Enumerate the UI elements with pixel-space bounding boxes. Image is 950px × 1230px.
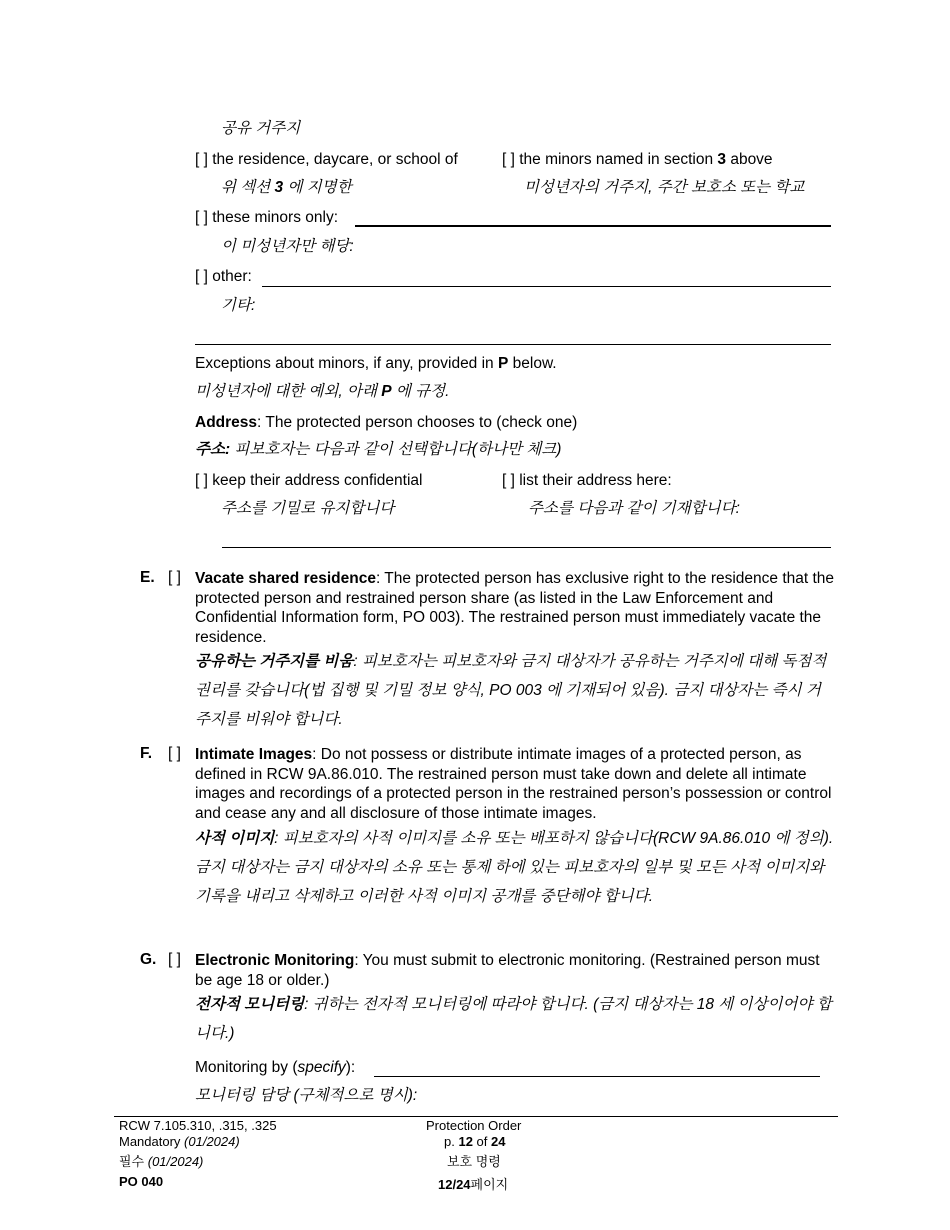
section-g-checkbox[interactable]: [ ] bbox=[168, 951, 181, 968]
footer-form-number: PO 040 bbox=[119, 1174, 164, 1189]
footer-title-ko: 보호 명령 bbox=[447, 1154, 501, 1169]
option-these-minors-ko: 이 미성년자만 해당: bbox=[221, 238, 354, 255]
footer-page-ko: 12/24페이지 bbox=[438, 1177, 509, 1192]
monitoring-by-ko: 모니터링 담당 (구체적으로 명시): bbox=[195, 1087, 418, 1104]
section-f-text-ko: 사적 이미지: 피보호자의 사적 이미지를 소유 또는 배포하지 않습니다(RCW 9A.86.010 에 정의). 금지 대상자는 금지 대상자의 소유 또는 통제 하에 있는 피보호자의 일부 및 모든 사적 이미지와 기록을 내리고 삭제하고 이러한 사적 이미지 공개를 중단해야 합니다. bbox=[195, 830, 834, 905]
footer-rcw: RCW 7.105.310, .315, .325 bbox=[119, 1118, 277, 1133]
option-other-checkbox[interactable] bbox=[195, 268, 252, 286]
section-e-text: Vacate shared residence: The protected person has exclusive right to the residence that the protected person and restrained person share (as listed in the Law Enforcement and Confidential Information form, PO 003). The restrained person must immediately vacate the residence. bbox=[195, 570, 835, 646]
option-other-ko: 기타: bbox=[221, 297, 256, 314]
address-heading-ko: 주소: 피보호자는 다음과 같이 선택합니다(하나만 체크) bbox=[195, 441, 562, 458]
other-fill-line[interactable] bbox=[262, 286, 831, 287]
monitoring-by-label: Monitoring by (specify): bbox=[195, 1059, 356, 1076]
footer-mandatory-ko: 필수 (01/2024) bbox=[119, 1154, 204, 1169]
section-g-text: Electronic Monitoring: You must submit to electronic monitoring. (Restrained person must be age 18 or older.) bbox=[195, 952, 820, 989]
section-e-letter: E. bbox=[140, 569, 155, 586]
section-f-text: Intimate Images: Do not possess or distribute intimate images of a protected person, as defined in RCW 9A.86.010. The restrained person must take down and delete all intimate images and recordings of a protected person in the restrained person’s possession or control and cease any and all disclosure of those intimate images. bbox=[195, 746, 832, 822]
footer-title: Protection Order bbox=[426, 1118, 522, 1133]
address-fill-line[interactable] bbox=[222, 547, 831, 548]
option-these-minors-label: [ ] these minors only: bbox=[195, 209, 339, 226]
shared-residence-ko: 공유 거주지 bbox=[221, 120, 301, 137]
address-confidential-checkbox[interactable]: [ ] keep their address confidential bbox=[195, 472, 423, 489]
footer-page: p. 12 of 24 bbox=[444, 1134, 506, 1149]
option-residence-of-checkbox[interactable] bbox=[195, 151, 458, 169]
option-minors-named-ko: 미성년자의 거주지, 주간 보호소 또는 학교 bbox=[524, 179, 805, 196]
option-residence-of-ko: 위 섹션 3 에 지명한 bbox=[221, 179, 352, 196]
address-confidential-ko: 주소를 기밀로 유지합니다 bbox=[221, 500, 395, 517]
section-g-letter: G. bbox=[140, 951, 157, 968]
section-e-text-ko: 공유하는 거주지를 비움: 피보호자는 피보호자와 금지 대상자가 공유하는 거주지에 대해 독점적 권리를 갖습니다(법 집행 및 기밀 정보 양식, PO 003 에 기재되어 있음). 금지 대상자는 즉시 거주지를 비워야 합니다. bbox=[195, 653, 827, 728]
exceptions-text: Exceptions about minors, if any, provided in P below. bbox=[195, 355, 557, 372]
other-fill-line-2[interactable] bbox=[195, 344, 831, 345]
these-minors-fill-line[interactable] bbox=[355, 225, 831, 227]
option-other-label: [ ] other: bbox=[195, 268, 252, 285]
option-minors-named-checkbox[interactable]: [ ] the minors named in section 3 above bbox=[502, 151, 773, 168]
section-f-letter: F. bbox=[140, 745, 153, 762]
monitoring-fill-line[interactable] bbox=[374, 1076, 820, 1077]
exceptions-text-ko: 미성년자에 대한 예외, 아래 P 에 규정. bbox=[195, 383, 450, 400]
option-these-minors-checkbox[interactable] bbox=[195, 209, 338, 227]
section-e-checkbox[interactable]: [ ] bbox=[168, 569, 181, 586]
section-g-text-ko: 전자적 모니터링: 귀하는 전자적 모니터링에 따라야 합니다. (금지 대상자는 18 세 이상이어야 합니다.) bbox=[195, 996, 832, 1042]
option-residence-of-label: [ ] the residence, daycare, or school of bbox=[195, 151, 458, 168]
address-list-checkbox[interactable]: [ ] list their address here: bbox=[502, 472, 672, 489]
address-list-ko: 주소를 다음과 같이 기재합니다: bbox=[528, 500, 740, 517]
address-heading: Address: The protected person chooses to (check one) bbox=[195, 414, 578, 431]
section-f-checkbox[interactable]: [ ] bbox=[168, 745, 181, 762]
footer-mandatory: Mandatory (01/2024) bbox=[119, 1134, 240, 1149]
